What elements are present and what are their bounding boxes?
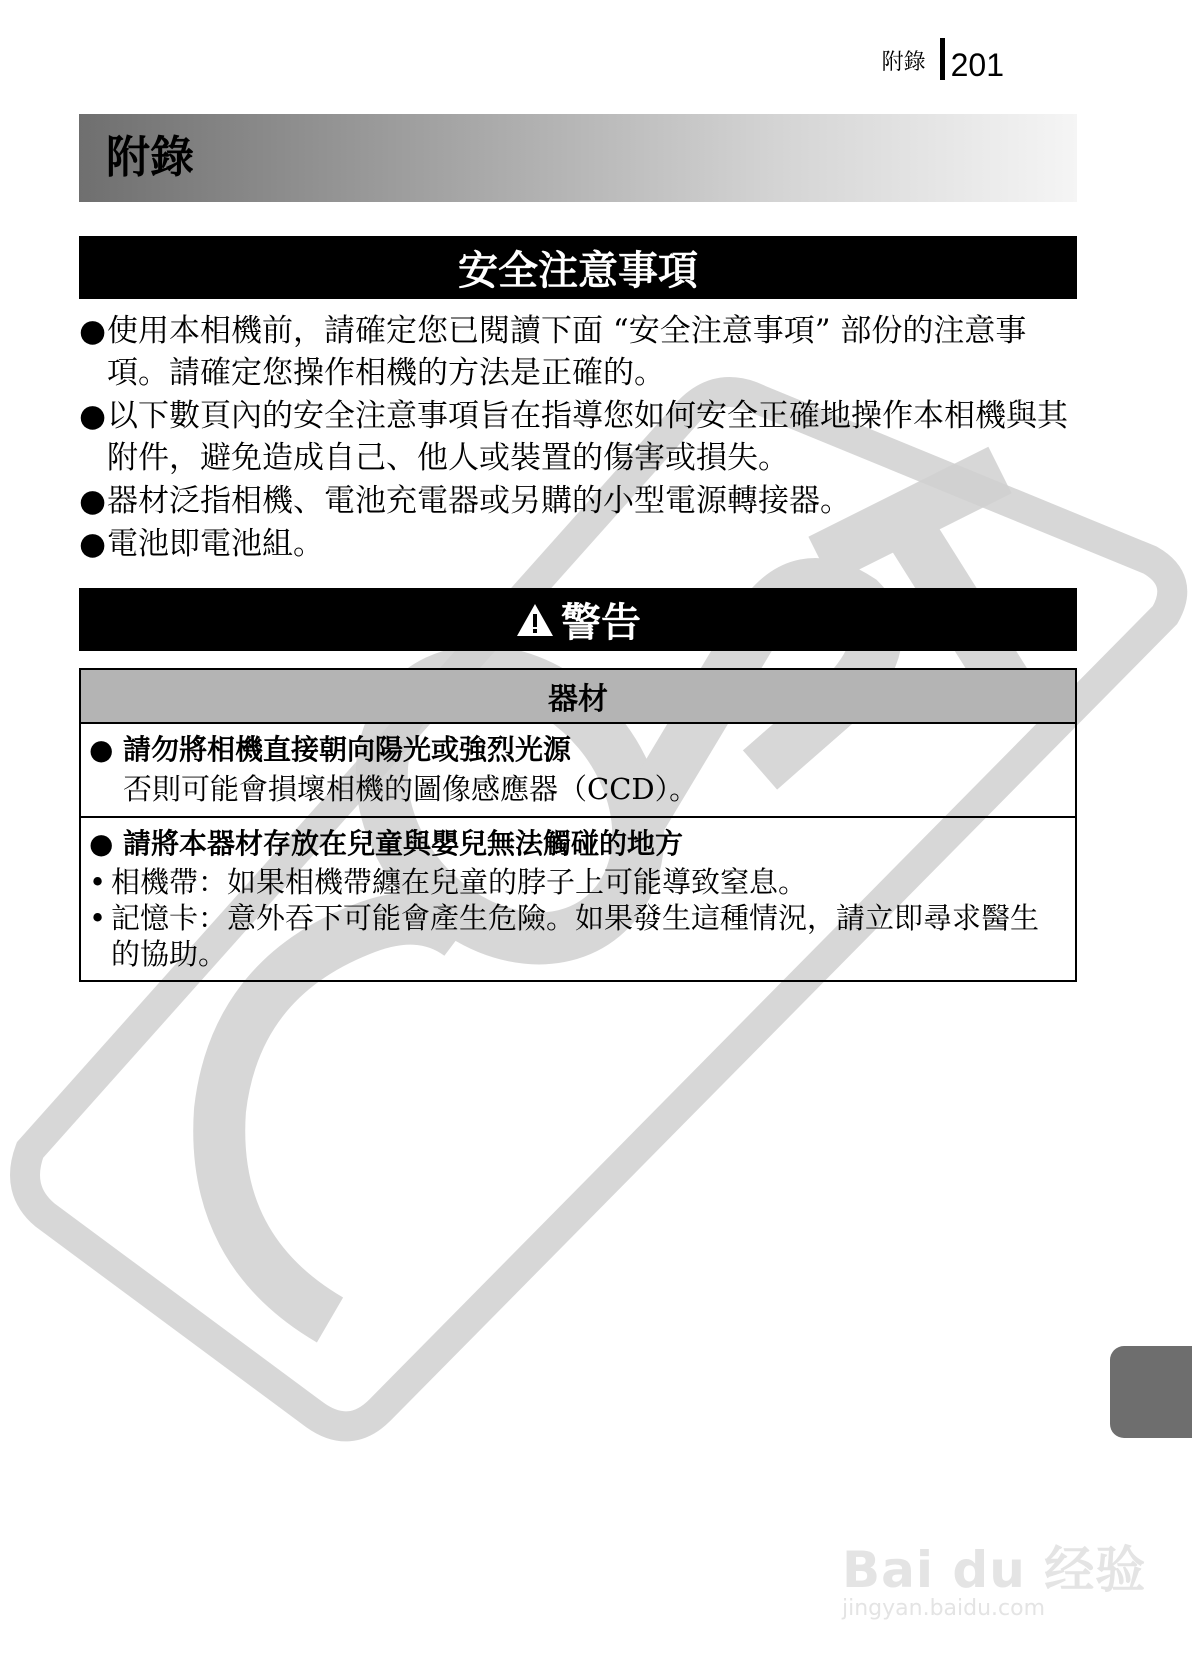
warning-triangle-icon — [515, 602, 555, 638]
chapter-tab — [1110, 1346, 1192, 1438]
list-item — [79, 480, 1079, 522]
warning-item-title-text: 請勿將相機直接朝向陽光或強烈光源 — [123, 733, 572, 766]
bullet-icon: ● — [89, 733, 114, 766]
bullet-icon: ● — [79, 313, 107, 349]
warning-item — [81, 816, 1075, 980]
baidu-url: jingyan.baidu.com — [842, 1596, 1046, 1621]
warning-sub-text: 相機帶：如果相機帶纏在兒童的脖子上可能導致窒息。 — [111, 865, 808, 899]
warning-title — [79, 588, 1077, 651]
warning-table-header: 器材 — [81, 670, 1075, 724]
baidu-logo-text: Bai du 经验 — [842, 1541, 1147, 1599]
page-header — [881, 38, 1004, 83]
bullet-text: 器材泛指相機、電池充電器或另購的小型電源轉接器。 — [107, 483, 851, 519]
header-section: 附錄 — [881, 50, 926, 75]
header-rule — [940, 38, 945, 80]
small-bullet-icon: • — [89, 865, 107, 899]
warning-item-title — [89, 730, 1067, 770]
warning-sub-item — [89, 864, 1067, 900]
small-bullet-icon: • — [89, 901, 107, 935]
warning-item-title-text: 請將本器材存放在兒童與嬰兒無法觸碰的地方 — [123, 827, 684, 860]
bullet-icon: ● — [79, 483, 107, 519]
safety-title — [79, 236, 1077, 299]
bullet-text: 使用本相機前，請確定您已閱讀下面 “安全注意事項” 部份的注意事項。請確定您操作相機的方法是正確的。 — [107, 313, 1027, 391]
warning-sub-item — [89, 900, 1067, 972]
bullet-icon: ● — [79, 398, 107, 434]
warning-sub-text: 記憶卡：意外吞下可能會產生危險。如果發生這種情況，請立即尋求醫生的協助。 — [111, 901, 1040, 971]
bullet-text: 電池即電池組。 — [107, 526, 324, 562]
safety-title-text: 安全注意事項 — [458, 248, 698, 294]
bullet-icon: ● — [79, 526, 107, 562]
list-item — [79, 395, 1079, 479]
intro-bullet-list — [79, 310, 1079, 566]
warning-title-text: 警告 — [561, 600, 641, 646]
appendix-title: 附錄 — [79, 114, 1077, 202]
warning-item-body: 否則可能會損壞相機的圖像感應器（CCD）。 — [123, 772, 699, 806]
warning-item — [81, 724, 1075, 816]
warning-table — [79, 668, 1077, 982]
bullet-text: 以下數頁內的安全注意事項旨在指導您如何安全正確地操作本相機與其附件，避免造成自己、他人或裝置的傷害或損失。 — [107, 398, 1068, 476]
list-item — [79, 523, 1079, 565]
bullet-icon: ● — [89, 827, 114, 860]
baidu-jingyan-watermark — [842, 1530, 1146, 1621]
list-item — [79, 310, 1079, 394]
warning-item-title — [89, 824, 1067, 864]
page-number: 201 — [950, 47, 1004, 83]
